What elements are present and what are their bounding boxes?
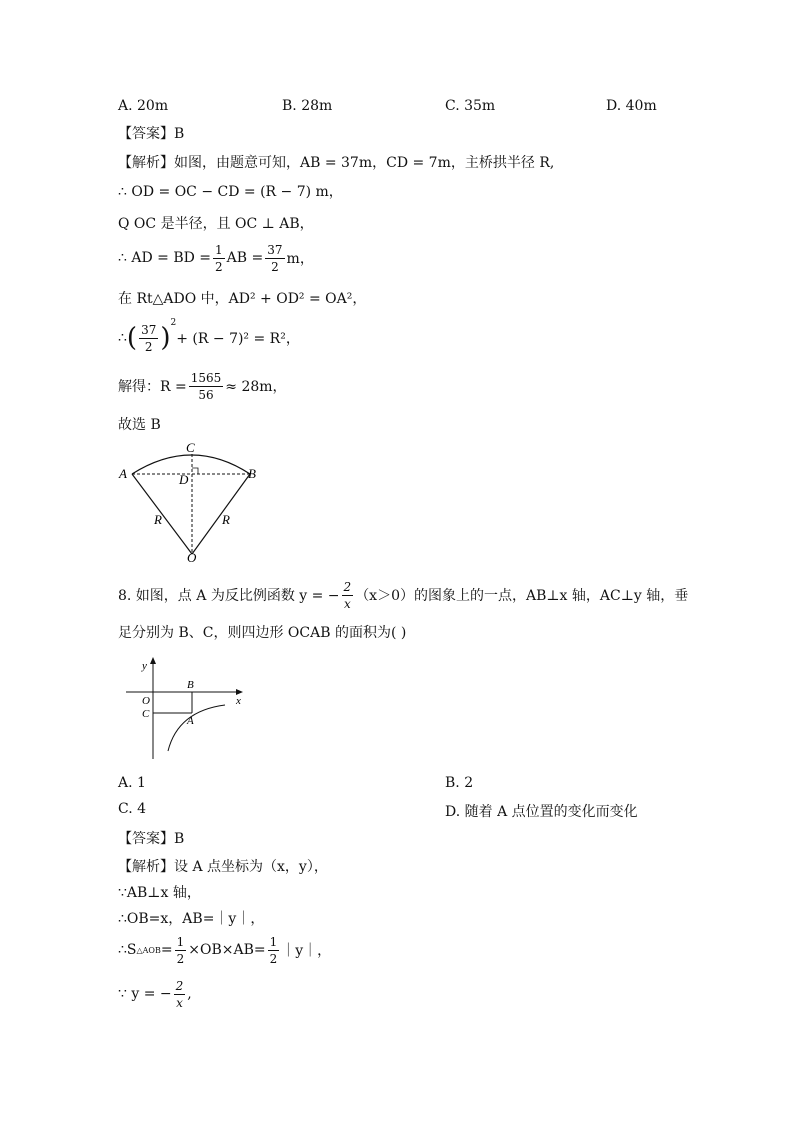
option-d: D. 40m (606, 98, 657, 114)
label-c: C (142, 708, 150, 720)
label-b: B (187, 679, 194, 691)
denominator: x (343, 596, 351, 611)
text: ｜y｜， (281, 943, 332, 959)
text: ×OB×AB= (188, 942, 266, 958)
q7-solution-line2: ∴ OD = OC − CD = (R − 7) m， (118, 184, 343, 200)
text: + (R − 7)² = R²， (176, 331, 300, 347)
label-a: A (119, 466, 127, 481)
hyperbola-curve (168, 705, 225, 751)
function-graph (120, 655, 255, 763)
option-a: A. 20m (118, 98, 169, 114)
label-r-right: R (222, 512, 230, 527)
numerator: 37 (267, 242, 283, 257)
label-b: B (248, 466, 256, 481)
fraction-2-x (174, 978, 186, 1011)
q7-answer: 【答案】B (118, 126, 185, 142)
text: AB = (226, 250, 264, 266)
denominator: 56 (198, 387, 214, 402)
fraction-1565-56 (189, 370, 224, 403)
label-d: D (179, 472, 189, 487)
numerator: 2 (175, 978, 184, 993)
arch-curve (132, 455, 250, 474)
label-o: O (142, 695, 150, 707)
denominator: x (176, 995, 183, 1010)
denominator: 2 (269, 951, 278, 966)
numerator: 1 (215, 242, 223, 257)
denominator: 2 (271, 259, 279, 274)
option-b: B. 28m (282, 98, 333, 114)
denominator: 2 (176, 951, 185, 966)
paren-open: ( (126, 323, 138, 353)
text: ∴ AD = BD = (118, 250, 212, 266)
q8-solution-line1: 【解析】设 A 点坐标为（x，y）， (118, 859, 328, 875)
radius-bo (192, 474, 250, 554)
q7-solution-line8: 故选 B (118, 417, 161, 433)
numerator: 37 (141, 322, 157, 337)
fraction-half (213, 242, 225, 275)
fraction-37-2 (139, 322, 158, 355)
label-y: y (142, 660, 147, 672)
q8-stem-line1 (118, 575, 688, 615)
q8-solution-line4 (118, 930, 331, 970)
q8-solution-line2: ∵AB⊥x 轴， (118, 885, 201, 901)
fraction-2-x (342, 579, 354, 612)
text: （x＞0）的图象上的一点，AB⊥x 轴，AC⊥y 轴，垂 (355, 588, 689, 604)
q7-solution-line4 (118, 240, 314, 276)
label-x: x (236, 695, 241, 707)
text: ∴ (118, 330, 127, 346)
denominator: 2 (144, 339, 153, 354)
paren-close: ) (160, 323, 171, 353)
text: ∵ y = − (118, 986, 172, 1002)
text: = (160, 942, 173, 958)
label-a: A (187, 715, 194, 727)
label-r-left: R (154, 512, 162, 527)
fraction-half (268, 934, 280, 967)
q7-solution-line3: Q OC 是半径，且 OC ⊥ AB， (118, 216, 314, 232)
text: 8. 如图，点 A 为反比例函数 y = − (118, 588, 340, 604)
numerator: 1 (269, 934, 278, 949)
q8-option-d: D. 随着 A 点位置的变化而变化 (445, 804, 638, 820)
option-c: C. 35m (445, 98, 496, 114)
text: ∴S (118, 942, 137, 958)
y-axis-arrow (150, 657, 156, 664)
q8-stem-line2: 足分别为 B、C，则四边形 OCAB 的面积为( ) (118, 625, 407, 641)
denominator: 2 (215, 259, 223, 274)
q8-solution-line5 (118, 974, 192, 1014)
q8-option-c: C. 4 (118, 801, 147, 817)
numerator: 1565 (190, 370, 222, 385)
numerator: 2 (343, 579, 352, 594)
text: 解得：R = (118, 379, 187, 395)
q7-solution-line1: 【解析】如图，由题意可知，AB = 37m，CD = 7m，主桥拱半径 R, (118, 155, 555, 171)
subscript: △AOB (136, 945, 161, 955)
label-o: O (187, 550, 197, 563)
fraction-half (175, 934, 187, 967)
text: ≈ 28m， (225, 379, 287, 395)
text: , (187, 986, 192, 1002)
q8-answer: 【答案】B (118, 831, 185, 847)
right-angle-mark (192, 468, 198, 474)
q7-solution-line6 (118, 318, 300, 358)
arch-diagram (110, 438, 270, 563)
q8-option-a: A. 1 (118, 775, 146, 791)
q8-option-b: B. 2 (445, 775, 474, 791)
text: m， (286, 251, 314, 267)
numerator: 1 (176, 934, 185, 949)
q7-solution-line5: 在 Rt△ADO 中，AD² + OD² = OA²， (118, 291, 367, 307)
label-c: C (186, 440, 195, 455)
fraction-37-2 (265, 242, 284, 275)
q8-solution-line3: ∴OB=x，AB=｜y｜， (118, 911, 265, 927)
q7-solution-line7 (118, 366, 287, 406)
exponent: 2 (170, 318, 177, 328)
